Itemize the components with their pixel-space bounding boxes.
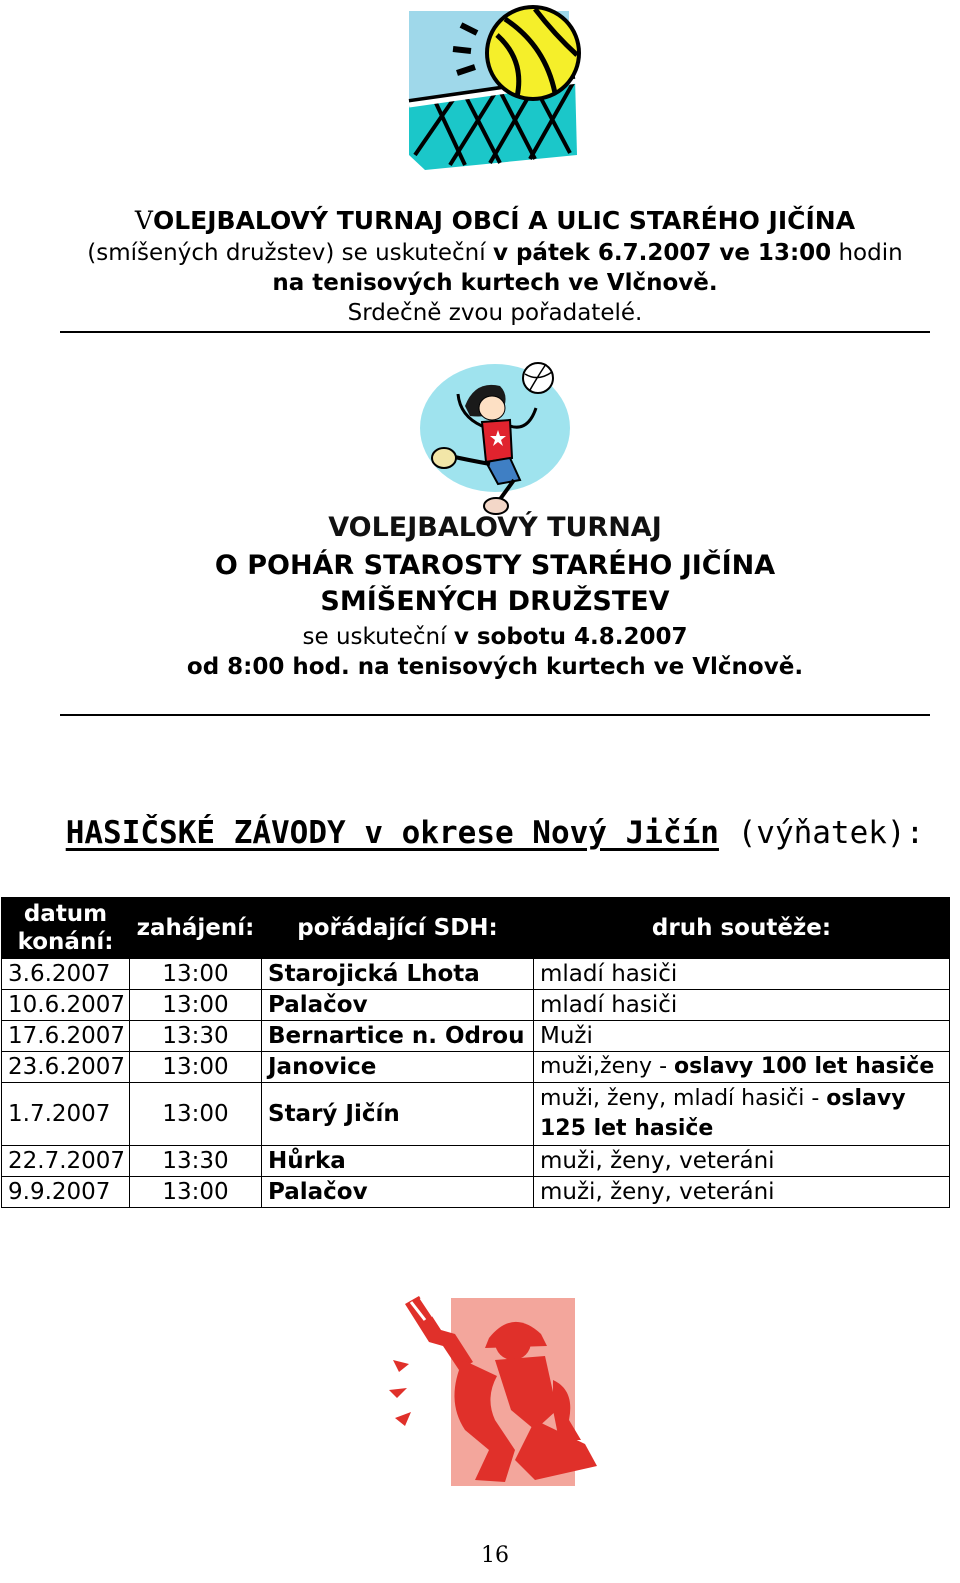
tournament-title-2-line-3: SMÍŠENÝCH DRUŽSTEV [320,586,670,617]
cell-time: 13:00 [130,1083,262,1146]
cell-time: 13:00 [130,959,262,990]
type-text: mladí hasiči [540,961,678,987]
table-row [2,1177,950,1208]
firefighter-hose-icon [385,1290,610,1490]
volleyball-player-icon [420,360,580,515]
type-text: Muži [540,1023,593,1049]
cell-organizer: Starojická Lhota [262,959,534,990]
cell-type [534,1052,950,1083]
tournament-title-2-line-1: VOLEJBALOVÝ TURNAJ [328,512,662,543]
cell-organizer: Starý Jičín [262,1083,534,1146]
type-highlight: oslavy 100 let hasiče [674,1054,935,1079]
invitation-text: Srdečně zvou pořadatelé. [347,300,643,326]
col-header-start: zahájení: [130,898,262,959]
info-date: v pátek 6.7.2007 ve 13:00 [492,240,832,266]
firefighter-competitions-heading [0,815,960,851]
col-header-date: datum konání: [2,898,130,959]
table-row [2,1146,950,1177]
heading-main: HASIČSKÉ ZÁVODY v okrese Nový Jičín [65,815,719,851]
cell-type [534,1177,950,1208]
title-initial: V [134,206,153,235]
tournament-info-line-2 [60,622,930,652]
divider [60,714,930,716]
tournament-venue-2: od 8:00 hod. na tenisových kurtech ve Vlčnově. [186,654,804,680]
competitions-table [1,897,950,1208]
tournament-title-1 [60,205,930,237]
cell-date: 23.6.2007 [2,1052,130,1083]
type-text: muži,ženy - [540,1054,674,1079]
type-text: muži, ženy, veteráni [540,1179,775,1205]
info-text: hodin [831,240,903,266]
cell-time: 13:30 [130,1146,262,1177]
col-header-type: druh soutěže: [534,898,950,959]
cell-type [534,990,950,1021]
cell-time: 13:30 [130,1021,262,1052]
type-text: muži, ženy, mladí hasiči - [540,1086,827,1111]
cell-date: 9.9.2007 [2,1177,130,1208]
cell-organizer: Janovice [262,1052,534,1083]
cell-organizer: Bernartice n. Odrou [262,1021,534,1052]
table-row [2,1021,950,1052]
cell-date: 22.7.2007 [2,1146,130,1177]
cell-type [534,1083,950,1146]
cell-time: 13:00 [130,1052,262,1083]
table-row [2,990,950,1021]
volleyball-net-icon [405,5,585,170]
type-highlight: oslavy 125 let hasiče [540,1086,906,1141]
cell-time: 13:00 [130,1177,262,1208]
info-date: v sobotu 4.8.2007 [453,624,688,650]
cell-organizer: Palačov [262,990,534,1021]
table-row [2,959,950,990]
cell-type [534,1021,950,1052]
type-text: muži, ženy, veteráni [540,1148,775,1174]
divider [60,331,930,333]
cell-date: 3.6.2007 [2,959,130,990]
type-text: mladí hasiči [540,992,678,1018]
cell-type [534,1146,950,1177]
tournament-info-line-1 [60,238,930,268]
tournament-venue-1: na tenisových kurtech ve Vlčnově. [272,270,718,296]
info-text: se uskuteční [302,624,454,650]
col-header-organizer: pořádající SDH: [262,898,534,959]
cell-date: 10.6.2007 [2,990,130,1021]
info-text: (smíšených družstev) se uskuteční [87,240,493,266]
cell-date: 17.6.2007 [2,1021,130,1052]
cell-organizer: Hůrka [262,1146,534,1177]
table-row [2,1083,950,1146]
table-row [2,1052,950,1083]
cell-type [534,959,950,990]
cell-date: 1.7.2007 [2,1083,130,1146]
table-header-row [2,898,950,959]
cell-time: 13:00 [130,990,262,1021]
tournament-title-2-line-2: O POHÁR STAROSTY STARÉHO JIČÍNA [214,550,776,581]
cell-organizer: Palačov [262,1177,534,1208]
title-text: OLEJBALOVÝ TURNAJ OBCÍ A ULIC STARÉHO JIČÍNA [152,206,856,235]
page-number: 16 [481,1543,509,1568]
heading-note: (výňatek): [718,815,925,851]
